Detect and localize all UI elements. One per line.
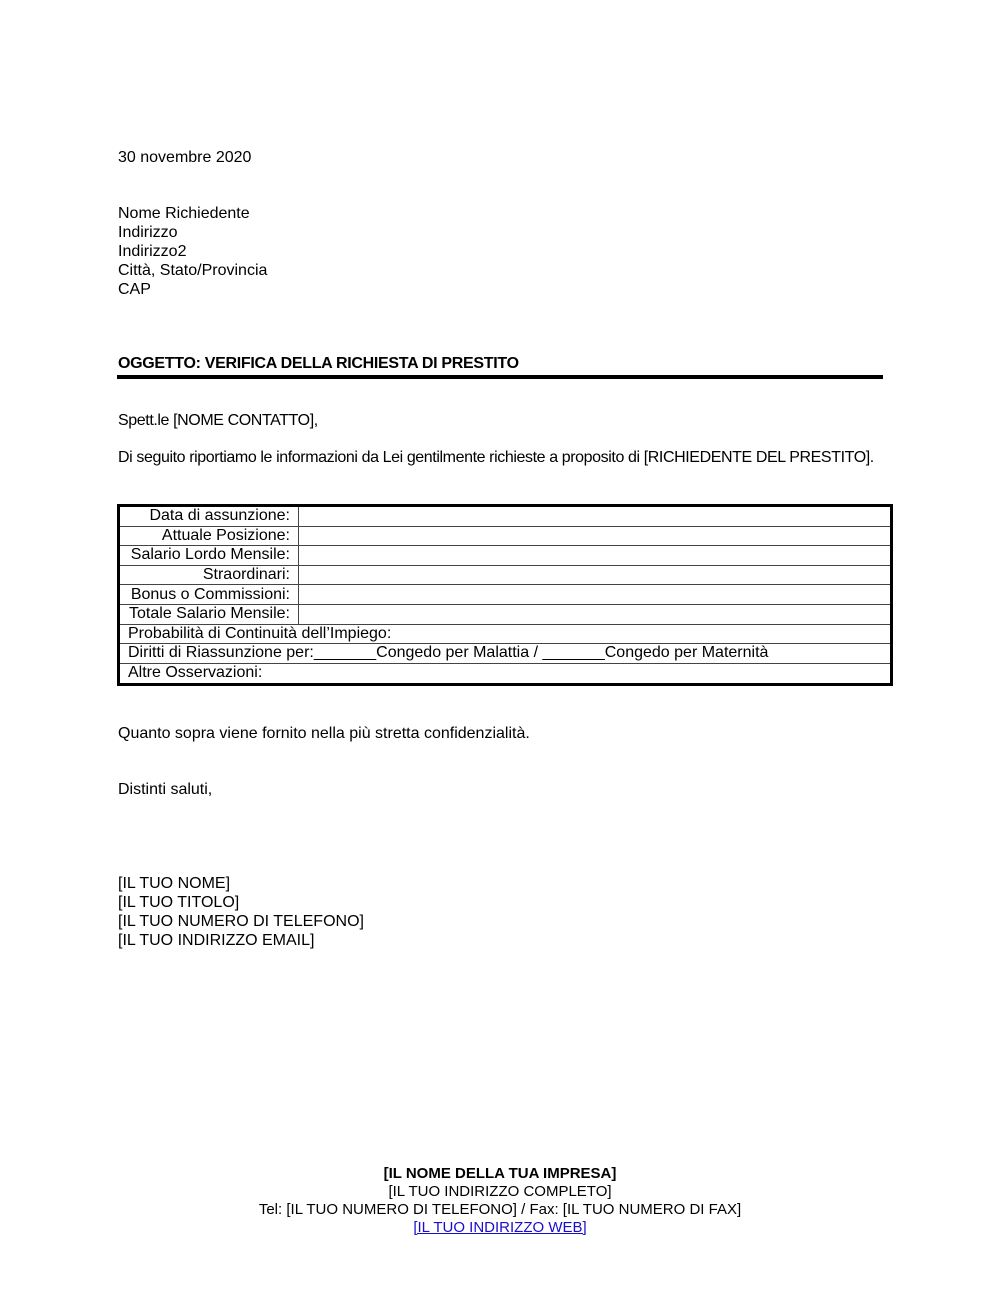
field-label-current-position: Attuale Posizione: — [120, 526, 299, 546]
table-row — [120, 565, 890, 585]
field-rehire-rights[interactable]: Diritti di Riassunzione per:_______Congedo per Malattia / _______Congedo per Maternità — [120, 644, 890, 664]
field-value-hire-date[interactable] — [299, 507, 891, 526]
recipient-name: Nome Richiedente — [118, 205, 250, 222]
salutation: Distinti saluti, — [118, 781, 213, 798]
letter-date: 30 novembre 2020 — [118, 149, 252, 166]
recipient-postal-code: CAP — [118, 281, 151, 298]
table-row — [120, 604, 890, 624]
field-label-gross-monthly-salary: Salario Lordo Mensile: — [120, 546, 299, 566]
employment-info-table — [117, 504, 893, 686]
recipient-address-line-1: Indirizzo — [118, 224, 178, 241]
field-employment-continuity[interactable]: Probabilità di Continuità dell’Impiego: — [120, 624, 890, 644]
letterhead-footer — [0, 1165, 1000, 1237]
recipient-city-state: Città, Stato/Provincia — [118, 262, 268, 279]
table-row — [120, 507, 890, 526]
signature-block — [118, 874, 364, 950]
field-label-overtime: Straordinari: — [120, 565, 299, 585]
field-label-bonus-commissions: Bonus o Commissioni: — [120, 585, 299, 605]
recipient-address-block — [118, 204, 267, 299]
footer-contact: Tel: [IL TUO NUMERO DI TELEFONO] / Fax: [IL TUO NUMERO DI FAX] — [258, 1201, 742, 1218]
signature-phone: [IL TUO NUMERO DI TELEFONO] — [118, 913, 364, 930]
footer-web-link[interactable]: [IL TUO INDIRIZZO WEB] — [413, 1219, 587, 1236]
field-label-total-monthly-salary: Totale Salario Mensile: — [120, 604, 299, 624]
subject-divider — [117, 375, 883, 379]
table-row — [120, 624, 890, 644]
field-label-hire-date: Data di assunzione: — [120, 507, 299, 526]
table-row — [120, 585, 890, 605]
table-row — [120, 663, 890, 682]
table-row — [120, 644, 890, 664]
field-value-gross-monthly-salary[interactable] — [299, 546, 891, 566]
field-other-remarks[interactable]: Altre Osservazioni: — [120, 663, 890, 682]
signature-title: [IL TUO TITOLO] — [118, 894, 240, 911]
recipient-address-line-2: Indirizzo2 — [118, 243, 187, 260]
field-value-total-monthly-salary[interactable] — [299, 604, 891, 624]
table-row — [120, 526, 890, 546]
field-value-current-position[interactable] — [299, 526, 891, 546]
field-value-overtime[interactable] — [299, 565, 891, 585]
confidentiality-note: Quanto sopra viene fornito nella più stretta confidenzialità. — [118, 725, 530, 742]
signature-name: [IL TUO NOME] — [118, 875, 231, 892]
footer-address: [IL TUO INDIRIZZO COMPLETO] — [388, 1183, 612, 1200]
signature-email: [IL TUO INDIRIZZO EMAIL] — [118, 932, 315, 949]
footer-company-name: [IL NOME DELLA TUA IMPRESA] — [383, 1165, 617, 1182]
subject-heading: OGGETTO: VERIFICA DELLA RICHIESTA DI PRESTITO — [118, 355, 519, 372]
table-row — [120, 546, 890, 566]
field-value-bonus-commissions[interactable] — [299, 585, 891, 605]
intro-paragraph: Di seguito riportiamo le informazioni da Lei gentilmente richieste a proposito di [RICHIEDENTE DEL PRESTITO]. — [118, 449, 874, 466]
greeting: Spett.le [NOME CONTATTO], — [118, 412, 318, 429]
